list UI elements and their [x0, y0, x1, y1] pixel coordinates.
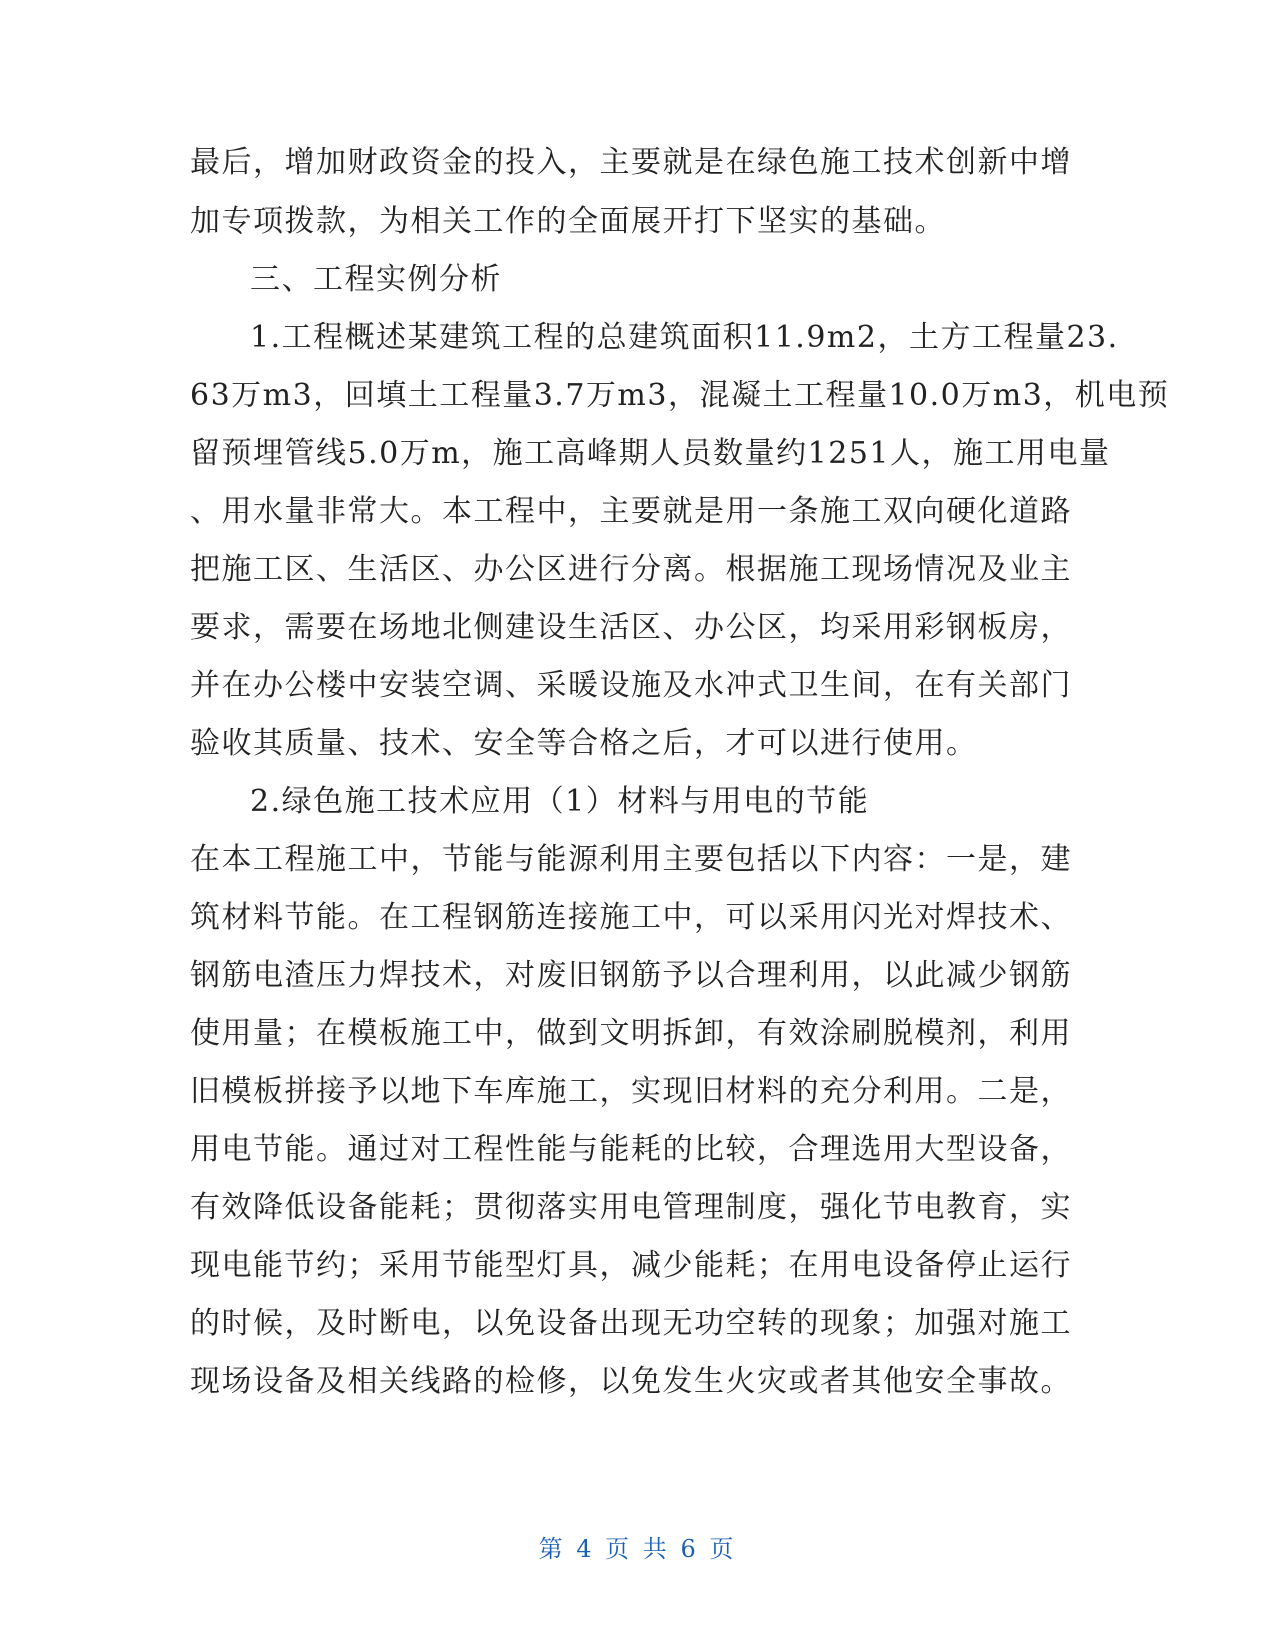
body-line: 筑材料节能。在工程钢筋连接施工中，可以采用闪光对焊技术、 [190, 900, 1072, 935]
body-line: 旧模板拼接予以地下车库施工，实现旧材料的充分利用。二是， [190, 1074, 1072, 1109]
body-line: 验收其质量、技术、安全等合格之后，才可以进行使用。 [190, 726, 978, 761]
current-page-number: 4 [576, 1535, 595, 1563]
total-page-number: 6 [680, 1535, 699, 1563]
section-heading: 三、工程实例分析 [250, 262, 502, 297]
body-line: 留预埋管线5.0万m，施工高峰期人员数量约1251人，施工用电量 [190, 436, 1111, 471]
body-line: 把施工区、生活区、办公区进行分离。根据施工现场情况及业主 [190, 552, 1072, 587]
body-line: 在本工程施工中，节能与能源利用主要包括以下内容：一是，建 [190, 842, 1072, 877]
body-line: 使用量；在模板施工中，做到文明拆卸，有效涂刷脱模剂，利用 [190, 1016, 1072, 1051]
body-line: 63万m3，回填土工程量3.7万m3，混凝土工程量10.0万m3，机电预 [190, 378, 1170, 413]
body-line: 最后，增加财政资金的投入，主要就是在绿色施工技术创新中增 [190, 145, 1072, 180]
body-line: 、用水量非常大。本工程中，主要就是用一条施工双向硬化道路 [190, 494, 1072, 529]
body-line: 现电能节约；采用节能型灯具，减少能耗；在用电设备停止运行 [190, 1248, 1072, 1283]
body-line: 要求，需要在场地北侧建设生活区、办公区，均采用彩钢板房， [190, 610, 1072, 645]
subsection-heading: 2.绿色施工技术应用（1）材料与用电的节能 [250, 784, 870, 819]
footer-prefix: 第 [538, 1535, 566, 1563]
body-line: 加专项拨款，为相关工作的全面展开打下坚实的基础。 [190, 204, 946, 239]
footer-suffix: 页 [709, 1535, 737, 1563]
body-line: 钢筋电渣压力焊技术，对废旧钢筋予以合理利用，以此减少钢筋 [190, 958, 1072, 993]
page-footer [0, 1534, 1275, 1564]
body-line: 用电节能。通过对工程性能与能耗的比较，合理选用大型设备， [190, 1132, 1072, 1167]
body-line: 有效降低设备能耗；贯彻落实用电管理制度，强化节电教育，实 [190, 1190, 1072, 1225]
body-line: 并在办公楼中安装空调、采暖设施及水冲式卫生间，在有关部门 [190, 668, 1072, 703]
footer-middle: 页 共 [605, 1535, 670, 1563]
body-line: 现场设备及相关线路的检修，以免发生火灾或者其他安全事故。 [190, 1364, 1072, 1399]
body-line: 的时候，及时断电，以免设备出现无功空转的现象；加强对施工 [190, 1306, 1072, 1341]
body-line: 1.工程概述某建筑工程的总建筑面积11.9m2，土方工程量23. [250, 320, 1119, 355]
